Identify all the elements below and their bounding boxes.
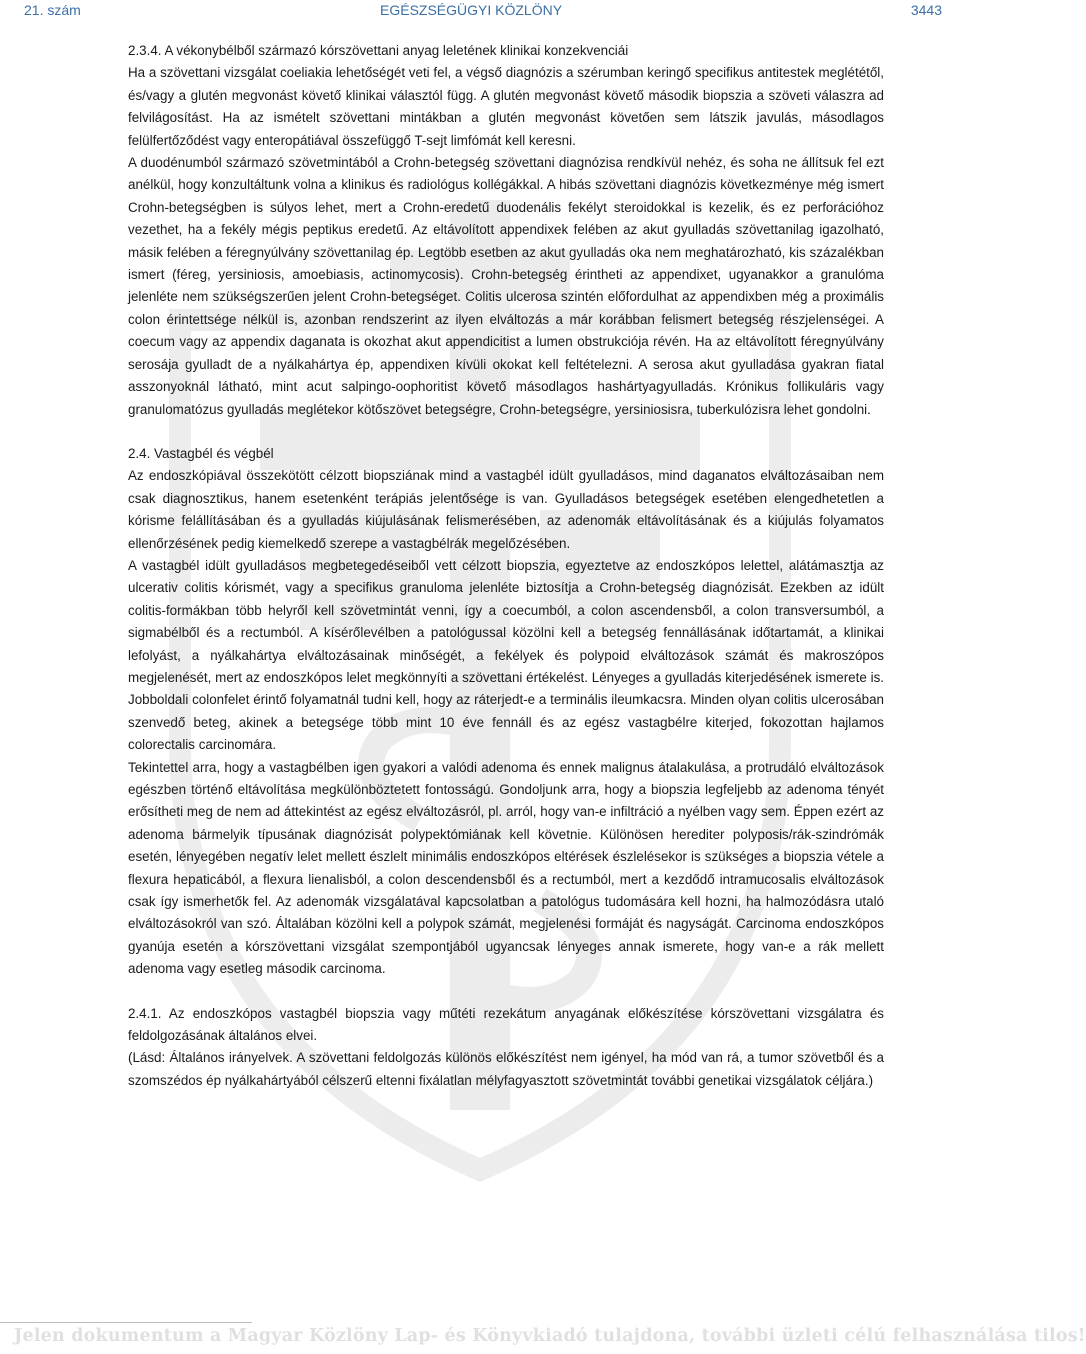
paragraph-crohn-duodenum: A duodénumból származó szövetmintából a Crohn-betegség szövettani diagnózisa rendkívül nehéz, és soha ne állítsuk fel ezt anélkül, hogy konzultáltunk volna a klinikus és radiológus kollégákkal. A hibás szövettani diagnózis következménye még ismert Crohn-betegségben is súlyos lehet, mert a Crohn-eredetű duodenális fekélyt steroidokkal is kezelik, és ez perforációhoz vezethet, ha a fekély mégis peptikus eredetű. Az eltávolított appendixek felében az akut gyulladás szövettanilag igazolható, másik felében a féregnyúlvány szövettanilag ép. Legtöbb esetben az akut gyulladás oka nem meghatározható, kis százalékban ismert (féreg, yersiniosis, amoebiasis, actinomycosis). Crohn-betegség érintheti az appendixet, ugyanakkor a granulóma jelenléte nem szükségszerűen jelent Crohn-betegséget. Colitis ulcerosa szintén előfordulhat az appendixben még a proximális colon érintettsége nélkül is, azonban rendszerint az ilyen elváltozás a már korábban felismert betegség részjelenségei. A coecum vagy az appendix daganata is okozhat akut appendicitist a lumen obstrukciója révén. Ha az eltávolított féregnyúlvány serosája gyulladt de a nyálkahártya ép, appendixen kívüli okokat kell feltételezni. A serosa akut gyulladása gyakran fiatal asszonyoknál látható, mint acut salpingo-oophoritist követő másodlagos hashártyagyulladás. Krónikus follikuláris vagy granulomatózus gyulladás meglétekor kötőszövet betegségre, Crohn-betegségre, yersiniosisra, tuberkulózisra lehet gondolni. (128, 155, 884, 417)
issue-number: 21. szám (24, 2, 81, 18)
page-number: 3443 (910, 2, 942, 18)
section-heading-2-4-1: 2.4.1. Az endoszkópos vastagbél biopszia vagy műtéti rezekátum anyagának előkészítése kórszövettani vizsgálatra és feldolgozásának általános elvei. (128, 1005, 884, 1044)
paragraph-adenoma: Tekintettel arra, hogy a vastagbélben igen gyakori a valódi adenoma és ennek malignus átalakulása, a protrudáló elváltozások egészben történő eltávolítása megkülönböztetett fontosságú. Gondoljunk arra, hogy a biopszia legfeljebb az adenoma tényét erősítheti meg de nem ad áttekintést az egész elváltozásról, pl. arról, hogy van-e infiltráció a nyélben vagy sem. Éppen ezért az adenoma bármelyik típusának diagnózisát polypektómiának kell követnie. Különösen herediter polyposis/rák-szindrómák esetén, lényegében negatív lelet mellett észlelt minimális endoszkópos eltérések észlelésekor is szükséges a biopszia vétele a flexura hepaticából, a flexura lienalisból, a colon descendensből és a rectumból, mert a kezdődő intramucosalis elváltozások csak így ismerhetők fel. Az adenomák vizsgálatával kapcsolatban a patológus tudomására kell hozni, ha halmozódásra utaló elváltozásokról van szó. Általában közölni kell a polypok számát, megjelenési formáját és nagyságát. Carcinoma endoszkópos gyanúja esetén a kórszövettani vizsgálat szempontjából ugyancsak lényeges annak ismerete, hogy van-e a rák mellett adenoma vagy esetleg második carcinoma. (128, 759, 884, 977)
paragraph-endoscopy-intro: Az endoszkópiával összekötött célzott biopsziának mind a vastagbél idült gyulladásos, mind daganatos elváltozásaiban nem csak diagnosztikus, hanem esetenként terápiás jelentősége is van. Gyulladásos betegségek esetében elengedhetetlen a kórisme felállításában és a gyulladás kiújulásának felismerésében, az adenomák eltávolításának és a kiújulás folyamatos ellenőrzésének pedig kiemelkedő szerepe a vastagbélrák megelőzésében. (128, 468, 884, 551)
journal-title: EGÉSZSÉGÜGYI KÖZLÖNY (380, 2, 563, 18)
section-heading-2-3-4: 2.3.4. A vékonybélből származó kórszövettani anyag leletének klinikai konzekvenciái (128, 43, 629, 58)
paragraph-chronic-inflammation: A vastagbél idült gyulladásos megbetegedéseiből vett célzott biopszia, egyeztetve az endoszkópos lelettel, alátámasztja az ulcerativ colitis kórismét, vagy a specifikus granuloma jelenléte biztosítja a Crohn-betegség diagnózisát. Ezekben az idült colitis-formákban több helyről kell szövetmintát venni, így a coecumból, a colon ascendensből, a colon transversumból, a sigmabélből és a rectumból. A kísérőlevélben a patológussal közölni kell a betegség fennállásának időtartamát, a klinikai lefolyást, a nyálkahártya elváltozásainak minőségét, a fekélyek és polypoid elváltozások számát és makroszópos megjelenését, mert az endoszkópos lelet megkönnyíti a szövettani értékelést. Lényeges a gyulladás kiterjedésének ismerete is. Jobboldali colonfelet érintő folyamatnál tudni kell, hogy az ráterjedt-e a terminális ileumkacsra. Minden olyan colitis ulcerosában szenvedő beteg, akinek a betegsége több mint 10 éve fennáll és az egész vastagbélre kiterjed, fokozottan hajlamos colorectalis carcinomára. (128, 557, 884, 753)
copyright-notice: Jelen dokumentum a Magyar Közlöny Lap- és Könyvkiadó tulajdona, további üzleti célú felhasználása tilos! (14, 1326, 1086, 1346)
paragraph-spacer (128, 981, 884, 1003)
footer-divider (0, 1322, 252, 1323)
page-header (0, 0, 960, 24)
section-heading-2-4: 2.4. Vastagbél és végbél (128, 445, 274, 461)
document-body (128, 40, 884, 1092)
paragraph-guidelines-reference: (Lásd: Általános irányelvek. A szövettani feldolgozás különös előkészítést nem igényel, ha mód van rá, a tumor szövetből és a szomszédos ép nyálkahártyából célszerű eltenni fixálatlan mélyfagyasztott szövetmintát további genetikai vizsgálatok céljára.) (128, 1050, 884, 1088)
paragraph-coeliakia: Ha a szövettani vizsgálat coeliakia lehetőségét veti fel, a végső diagnózis a szérumban keringő specifikus antitestek meglététől, és/vagy a glutén megvonást követő klinikai választól függ. A glutén megvonást követő második biopszia a szöveti válaszra ad felvilágosítást. Ha az ismételt szövettani mintákban a glutén megvonást követően sem látszik javulás, másodlagos felülfertőződést vagy enteropátiával összefüggő T-sejt limfómát kell keresni. (128, 65, 884, 148)
paragraph-spacer (128, 421, 884, 443)
